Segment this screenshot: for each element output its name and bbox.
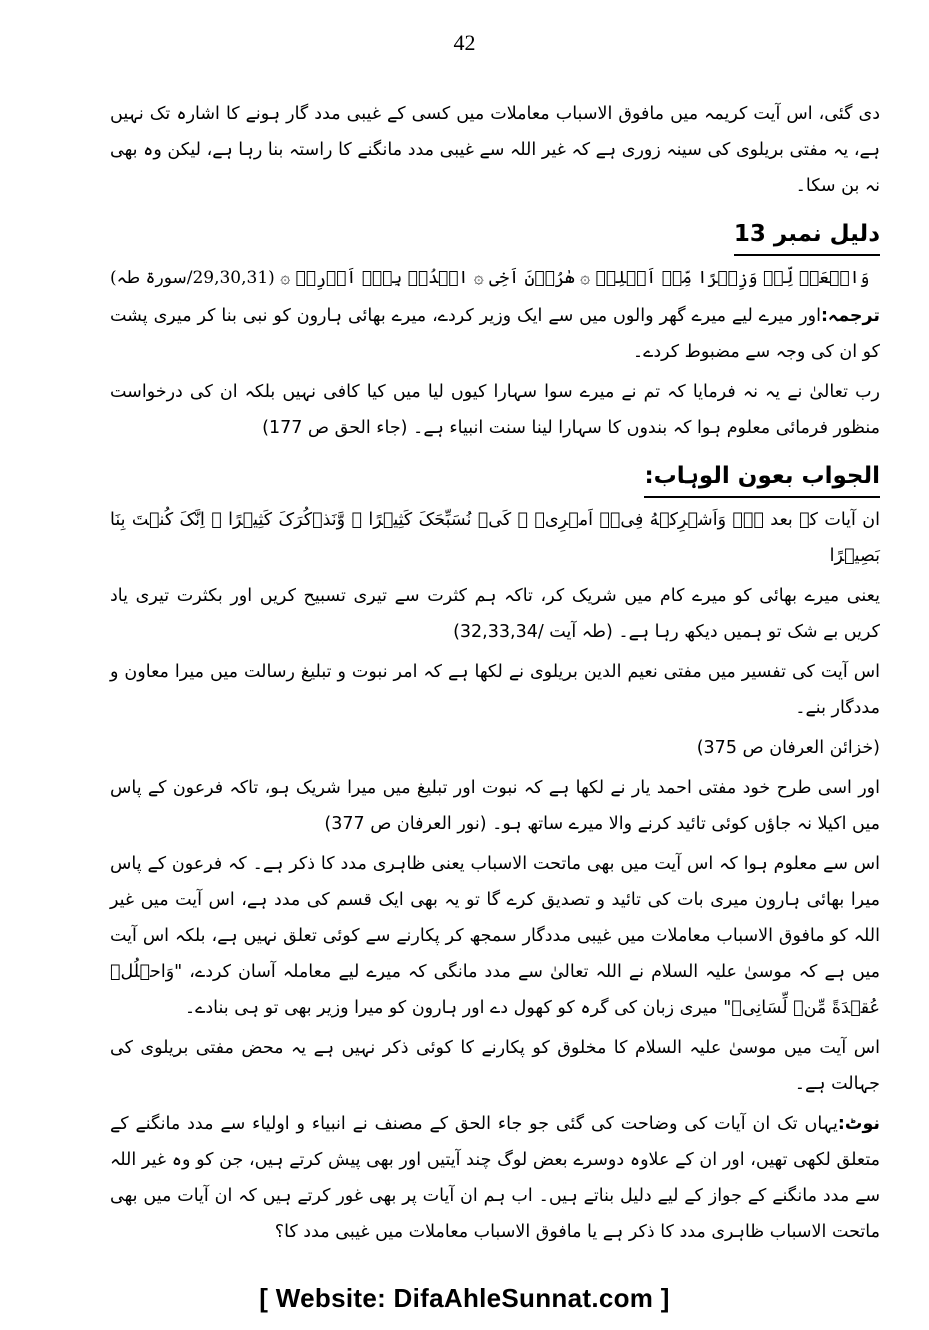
- paragraph-mufti-ahmad-yar: اور اسی طرح خود مفتی احمد یار نے لکھا ہے کہ نبوت اور تبلیغ میں میرا شریک ہو، تاکہ فرعون کے پاس میں اکیلا نہ جاؤں کوئی تائید کرنے والا میرے ساتھ ہو۔ (نور العرفان ص 377): [110, 778, 880, 834]
- paragraph-musa: اس آیت میں موسیٰ علیہ السلام کا مخلوق کو پکارنے کا کوئی ذکر نہیں ہے یہ محض مفتی بریلوی کی جہالت ہے۔: [110, 1038, 880, 1094]
- quran-verse-1: وَاجۡعَلۡ لِّیۡ وَزِیۡرًا مِّنۡ اَهۡلِیۡ ۞ هٰرُوۡنَ اَخِی ۞ اشۡدُدۡ بِهٖۤ اَزۡرِیۡ ۞ (29,30,31/سورۃ طہ): [110, 268, 870, 288]
- page-number: 42: [453, 30, 476, 55]
- note-text: یہاں تک ان آیات کی وضاحت کی گئی جو جاء الحق کے مصنف نے انبیاء و اولیاء سے مدد مانگنے کے متعلق لکھی تھیں، اور ان کے علاوہ دوسرے بعض لوگ چند آیتیں اور بھی پیش کرتے ہیں، جن کو وہ غیر اللہ سے مدد مانگنے کے جواز کے لیے دلیل بناتے ہیں۔ اب ہم ان آیات پر بھی غور کرتے ہیں کہ ان آیات میں بھی ماتحت الاسباب ظاہری مدد کا ذکر ہے یا مافوق الاسباب معاملات میں غیبی مدد کا؟: [110, 1114, 880, 1242]
- note-label: نوٹ:: [837, 1114, 880, 1134]
- paragraph-conclusion: اس سے معلوم ہوا کہ اس آیت میں بھی ماتحت الاسباب یعنی ظاہری مدد کا ذکر ہے۔ کہ فرعون کے پاس میرا بھائی ہارون میری بات کی تائید و تصدیق کرے گا تو یہ بھی ایک قسم کی مدد ہے، اس آیت میں غیر اللہ کو مافوق الاسباب معاملات میں غیبی مددگار سمجھ کر پکارنے سے کوئی تعلق نہیں ہے، بلکہ اس آیت میں ہے کہ موسیٰ علیہ السلام نے اللہ تعالیٰ سے مدد مانگی کہ میرے لیے معاملہ آسان کردے، "وَاحۡلُلۡ عُقۡدَةً مِّنۡ لِّسَانِیۡ" میری زبان کی گرہ کو کھول دے اور ہارون کو میرا وزیر بھی تو ہی بنادے۔: [110, 854, 880, 1018]
- page-content: [110, 96, 880, 1254]
- reference-khazain: (خزائن العرفان ص 375): [696, 738, 880, 758]
- heading-jawab-wrap: [110, 450, 880, 502]
- paragraph-intro: دی گئی، اس آیت کریمہ میں مافوق الاسباب معاملات میں کسی کے غیبی مدد گار ہونے کا اشارہ تک نہیں ہے، یہ مفتی بریلوی کی سینہ زوری ہے کہ غیر اللہ سے غیبی مدد مانگنے کا راستہ بنا رہا ہے، لیکن وہ بھی نہ بن سکا۔: [110, 104, 880, 196]
- translation-paragraph: [110, 298, 880, 370]
- paragraph-rabb-taala: رب تعالیٰ نے یہ نہ فرمایا کہ تم نے میرے سوا سہارا کیوں لیا میں کیا کافی نہیں بلکہ ان کی درخواست منظور فرمائی معلوم ہوا کہ بندوں کا سہارا لینا سنت انبیاء ہے۔ (جاء الحق ص 177): [110, 382, 880, 438]
- heading-al-jawab: الجواب بعون الوہاب:: [644, 456, 880, 498]
- heading-dalil-13: دلیل نمبر 13: [734, 214, 880, 256]
- translation-label: ترجمہ:: [820, 306, 880, 326]
- note-paragraph: [110, 1106, 880, 1250]
- heading-dalil-wrap: [110, 208, 880, 260]
- paragraph-tafseer: اس آیت کی تفسیر میں مفتی نعیم الدین بریلوی نے لکھا ہے کہ امر نبوت و تبلیغ رسالت میں میرا معاون و مددگار بنے۔: [110, 662, 880, 718]
- translation-text: اور میرے لیے میرے گھر والوں میں سے ایک وزیر کردے، میرے بھائی ہارون کو نبی بنا کر میری پشت کو ان کی وجہ سے مضبوط کردے۔: [110, 306, 880, 362]
- website-footer: [ Website: DifaAhleSunnat.com ]: [259, 1283, 670, 1313]
- paragraph-yani: یعنی میرے بھائی کو میرے کام میں شریک کر، تاکہ ہم کثرت سے تیری تسبیح کریں اور بکثرت تیری یاد کریں بے شک تو ہمیں دیکھ رہا ہے۔ (طہ آیت /32,33,34): [110, 586, 880, 642]
- quran-verse-2: ان آیات کے بعد ہے۔ وَاَشۡرِکۡهُ فِیۡۤ اَمۡرِیۡ ۞ کَیۡ نُسَبِّحَکَ کَثِیۡرًا ۞ وَّنَذۡکُرَکَ کَثِیۡرًا ۞ اِنَّکَ کُنۡتَ بِنَا بَصِیۡرًا: [110, 510, 880, 566]
